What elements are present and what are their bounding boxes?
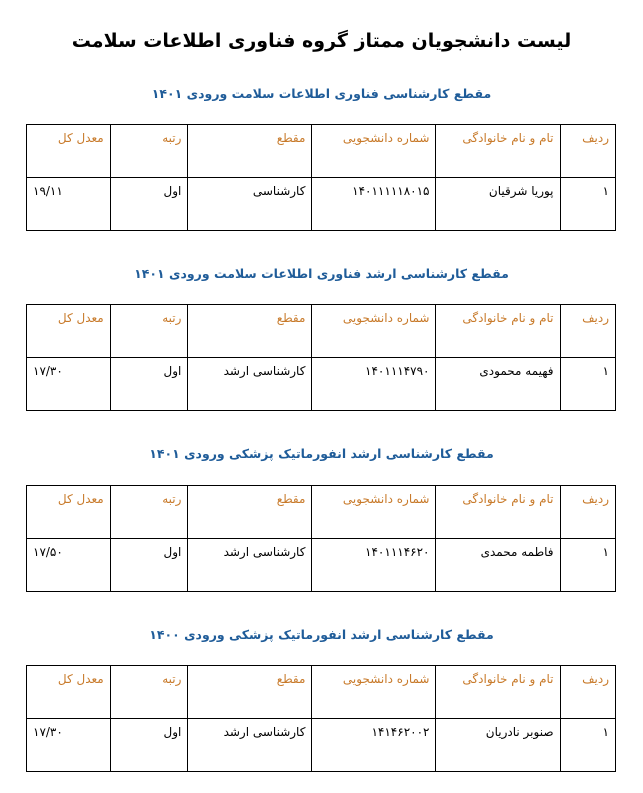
header-student-id: شماره دانشجویی <box>312 305 436 358</box>
cell-gpa: ۱۷/۵۰ <box>27 539 111 592</box>
table-row <box>27 358 616 411</box>
cell-student-id: ۱۴۱۴۶۲۰۰۲ <box>312 719 436 772</box>
cell-name: پوریا شرقیان <box>436 178 560 231</box>
header-name: تام و نام خانوادگی <box>436 305 560 358</box>
cell-degree: کارشناسی ارشد <box>188 539 312 592</box>
cell-student-id: ۱۴۰۱۱۱۴۷۹۰ <box>312 358 436 411</box>
cell-rank: اول <box>110 178 188 231</box>
cell-rank: اول <box>110 358 188 411</box>
cell-gpa: ۱۷/۳۰ <box>27 358 111 411</box>
cell-name: فهیمه محمودی <box>436 358 560 411</box>
header-gpa: معدل کل <box>27 125 111 178</box>
header-rank: رتبه <box>110 125 188 178</box>
header-degree: مقطع <box>188 125 312 178</box>
cell-degree: کارشناسی ارشد <box>188 719 312 772</box>
section-title-2: مقطع کارشناسی ارشد فناوری اطلاعات سلامت ورودی ۱۴۰۱ <box>134 266 509 281</box>
cell-name: فاطمه محمدی <box>436 539 560 592</box>
cell-rank: اول <box>110 539 188 592</box>
header-degree: مقطع <box>188 305 312 358</box>
cell-name: صنوبر نادریان <box>436 719 560 772</box>
students-table-2 <box>26 304 616 411</box>
header-degree: مقطع <box>188 486 312 539</box>
cell-row-number: ۱ <box>560 178 615 231</box>
students-table-1 <box>26 124 616 231</box>
table-row <box>27 719 616 772</box>
header-rank: رتبه <box>110 666 188 719</box>
section-title-4: مقطع کارشناسی ارشد انفورماتیک پزشکی ورودی ۱۴۰۰ <box>149 627 494 642</box>
page-title: لیست دانشجویان ممتاز گروه فناوری اطلاعات سلامت <box>71 30 572 52</box>
header-row-number: ردیف <box>560 666 615 719</box>
cell-gpa: ۱۷/۳۰ <box>27 719 111 772</box>
header-gpa: معدل کل <box>27 666 111 719</box>
header-name: تام و نام خانوادگی <box>436 125 560 178</box>
header-row-number: ردیف <box>560 486 615 539</box>
cell-row-number: ۱ <box>560 719 615 772</box>
cell-student-id: ۱۴۰۱۱۱۴۶۲۰ <box>312 539 436 592</box>
table-row <box>27 178 616 231</box>
header-row-number: ردیف <box>560 125 615 178</box>
section-title-3: مقطع کارشناسی ارشد انفورماتیک پزشکی ورودی ۱۴۰۱ <box>149 446 494 461</box>
header-student-id: شماره دانشجویی <box>312 125 436 178</box>
cell-degree: کارشناسی ارشد <box>188 358 312 411</box>
header-name: تام و نام خانوادگی <box>436 666 560 719</box>
students-table-4 <box>26 665 616 772</box>
cell-gpa: ۱۹/۱۱ <box>27 178 111 231</box>
header-rank: رتبه <box>110 486 188 539</box>
header-gpa: معدل کل <box>27 486 111 539</box>
section-title-1: مقطع کارشناسی فناوری اطلاعات سلامت ورودی ۱۴۰۱ <box>151 86 492 101</box>
table-row <box>27 539 616 592</box>
header-name: تام و نام خانوادگی <box>436 486 560 539</box>
header-gpa: معدل کل <box>27 305 111 358</box>
cell-row-number: ۱ <box>560 539 615 592</box>
cell-rank: اول <box>110 719 188 772</box>
header-degree: مقطع <box>188 666 312 719</box>
header-row-number: ردیف <box>560 305 615 358</box>
students-table-3 <box>26 485 616 592</box>
cell-student-id: ۱۴۰۱۱۱۱۱۸۰۱۵ <box>312 178 436 231</box>
cell-row-number: ۱ <box>560 358 615 411</box>
cell-degree: کارشناسی <box>188 178 312 231</box>
header-student-id: شماره دانشجویی <box>312 486 436 539</box>
table-header-row <box>27 125 616 178</box>
table-header-row <box>27 486 616 539</box>
header-rank: رتبه <box>110 305 188 358</box>
table-header-row <box>27 666 616 719</box>
header-student-id: شماره دانشجویی <box>312 666 436 719</box>
table-header-row <box>27 305 616 358</box>
